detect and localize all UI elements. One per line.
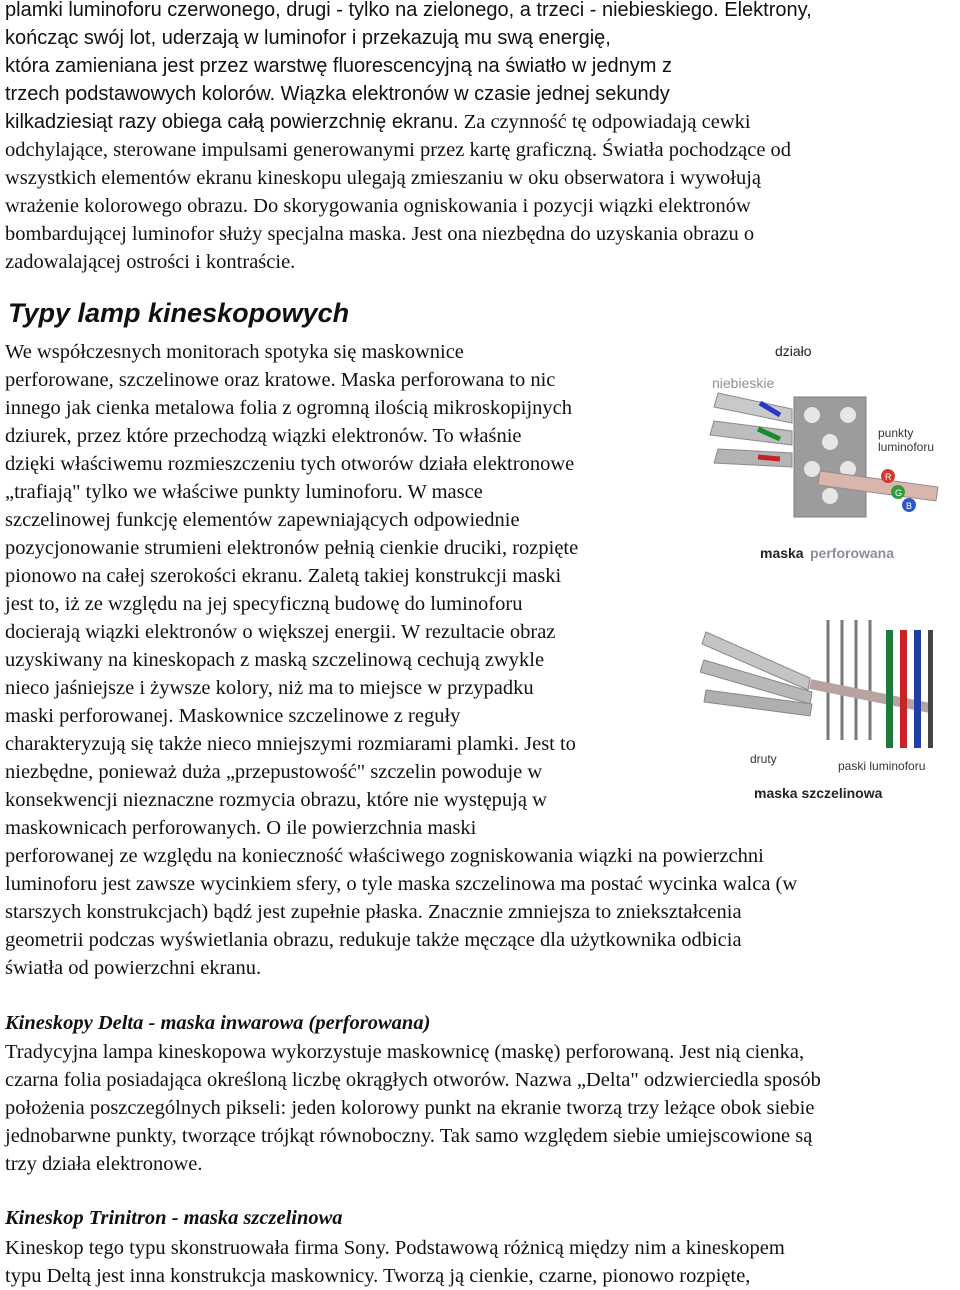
mask-hole — [822, 434, 838, 450]
phosphor-stripe-blue — [914, 630, 921, 748]
section-line: perforowanej ze względu na konieczność właściwego zogniskowania wiązki na powierzchni — [5, 845, 764, 867]
dot-letter: R — [885, 472, 892, 482]
section-line: charakteryzują się także nieco mniejszymi rozmiarami plamki. Jest to — [5, 733, 576, 755]
delta-line: czarna folia posiadająca określoną liczbę okrągłych otworów. Nazwa „Delta" odzwierciedla sposób — [5, 1069, 821, 1091]
label-mask: maska — [760, 545, 804, 561]
section-line: konsekwencji nieznaczne rozmycia obrazu, które nie występują w — [5, 789, 547, 811]
section-line: maski perforowanej. Maskownice szczelinowe z reguły — [5, 705, 461, 727]
delta-line: trzy działa elektronowe. — [5, 1153, 203, 1175]
section-line: szczelinowej funkcję elementów zapewniających odpowiednie — [5, 509, 520, 531]
section-line: maskownicach perforowanych. O ile powierzchnia maski — [5, 817, 477, 839]
label-dots: punkty — [878, 426, 914, 440]
delta-title: Kineskopy Delta - maska inwarowa (perforowana) — [5, 1012, 431, 1034]
label-wires: druty — [750, 752, 777, 766]
delta-line: położenia poszczególnych pikseli: jeden kolorowy punkt na ekranie tworzą trzy leżące obok siebie — [5, 1097, 815, 1119]
intro-line: kończąc swój lot, uderzają w luminofor i przekazują mu swą energię, — [5, 27, 611, 49]
section-title: Typy lamp kineskopowych — [8, 298, 350, 328]
intro-line: bombardującej luminofor służy specjalna maska. Jest ona niezbędna do uzyskania obrazu o — [5, 223, 755, 245]
electron-gun — [714, 393, 792, 423]
section-line: innego jak cienka metalowa folia z ogromną ilością mikroskopijnych — [5, 397, 573, 419]
intro-line-part: Za czynność tę odpowiadają cewki — [458, 111, 751, 133]
label-gun: działo — [775, 343, 812, 359]
slot-mask-diagram — [700, 580, 958, 810]
figure-caption: maska szczelinowa — [754, 785, 883, 801]
intro-line: trzech podstawowych kolorów. Wiązka elektronów w czasie jednej sekundy — [5, 83, 670, 105]
section-line: światła od powierzchni ekranu. — [5, 957, 262, 979]
delta-line: jednobarwne punkty, tworzące trójkąt równoboczny. Tak samo względem siebie umiejscowione są — [5, 1125, 813, 1147]
perforated-mask-figure — [700, 335, 958, 580]
slot-mask-figure — [700, 580, 958, 810]
intro-line: zadowalającej ostrości i kontraście. — [5, 251, 296, 273]
dot-letter: B — [906, 501, 913, 511]
section-line: We współczesnych monitorach spotyka się maskownice — [5, 341, 464, 363]
label-dots: luminoforu — [878, 440, 935, 454]
mask-hole — [804, 407, 820, 423]
trinitron-line: Kineskop tego typu skonstruowała firma Sony. Podstawową różnicą między nim a kineskopem — [5, 1237, 785, 1259]
intro-line: plamki luminoforu czerwonego, drugi - tylko na zielonego, a trzeci - niebieskiego. Elektrony, — [5, 0, 812, 21]
trinitron-line: typu Deltą jest inna konstrukcja maskownicy. Tworzą ją cienkie, czarne, pionowo rozpięte, — [5, 1265, 751, 1287]
section-line: docierają wiązki elektronów o większej energii. W rezultacie obraz — [5, 621, 556, 643]
section-line: luminoforu jest zawsze wycinkiem sfery, o tyle maska szczelinowa ma postać wycinka walca (w — [5, 873, 798, 895]
section-line: geometrii podczas wyświetlania obrazu, redukuje także męczące dla użytkownika odbicia — [5, 929, 742, 951]
label-blue: niebieskie — [712, 375, 775, 391]
section-line: dziurek, przez które przechodzą wiązki elektronów. To właśnie — [5, 425, 522, 447]
mask-hole — [804, 461, 820, 477]
intro-line — [5, 108, 751, 136]
section-line: jest to, iż ze względu na jej specyficzną budowę do luminoforu — [5, 593, 523, 615]
section-line: starszych konstrukcjach) bądź jest zupełnie płaska. Znacznie zmniejsza to zniekształcenia — [5, 901, 742, 923]
electron-gun — [710, 421, 792, 445]
intro-line: wrażenie kolorowego obrazu. Do skorygowania ogniskowania i pozycji wiązki elektronów — [5, 195, 751, 217]
section-line: perforowane, szczelinowe oraz kratowe. Maska perforowana to nic — [5, 369, 556, 391]
section-line: pozycjonowanie strumieni elektronów pełnią cienkie druciki, rozpięte — [5, 537, 579, 559]
intro-line-part: kilkadziesiąt razy obiega całą powierzchnię ekranu. — [5, 111, 459, 133]
intro-line: która zamieniana jest przez warstwę fluorescencyjną na światło w jednym z — [5, 55, 672, 77]
mask-hole — [822, 488, 838, 504]
mask-hole — [840, 407, 856, 423]
intro-line: odchylające, sterowane impulsami generowanymi przez kartę graficzną. Światła pochodzące od — [5, 139, 792, 161]
section-line: „trafiają" tylko we właściwe punkty luminoforu. W masce — [5, 481, 483, 503]
perforated-mask-diagram — [700, 335, 958, 580]
label-stripes: paski luminoforu — [838, 759, 926, 773]
section-line: niezbędne, ponieważ duża „przepustowość" szczelin powoduje w — [5, 761, 543, 783]
electron-gun — [714, 449, 792, 467]
label-mask: perforowana — [810, 545, 895, 561]
phosphor-stripe-green — [886, 630, 893, 748]
section-line: dzięki właściwemu rozmieszczeniu tych otworów działa elektronowe — [5, 453, 575, 475]
intro-line: wszystkich elementów ekranu kineskopu ulegają zmieszaniu w oku obserwatora i wywołują — [5, 167, 762, 189]
section-line: nieco jaśniejsze i żywsze kolory, niż ma to miejsce w przypadku — [5, 677, 534, 699]
beam-red — [758, 457, 780, 459]
delta-line: Tradycyjna lampa kineskopowa wykorzystuje maskownicę (maskę) perforowaną. Jest nią cienka, — [5, 1041, 805, 1063]
section-line: uzyskiwany na kineskopach z maską szczelinową cechują zwykle — [5, 649, 545, 671]
trinitron-title: Kineskop Trinitron - maska szczelinowa — [5, 1207, 343, 1229]
phosphor-stripe-red — [900, 630, 907, 748]
section-line: pionowo na całej szerokości ekranu. Zaletą takiej konstrukcji maski — [5, 565, 562, 587]
dot-letter: G — [895, 488, 903, 498]
phosphor-stripe — [928, 630, 933, 748]
